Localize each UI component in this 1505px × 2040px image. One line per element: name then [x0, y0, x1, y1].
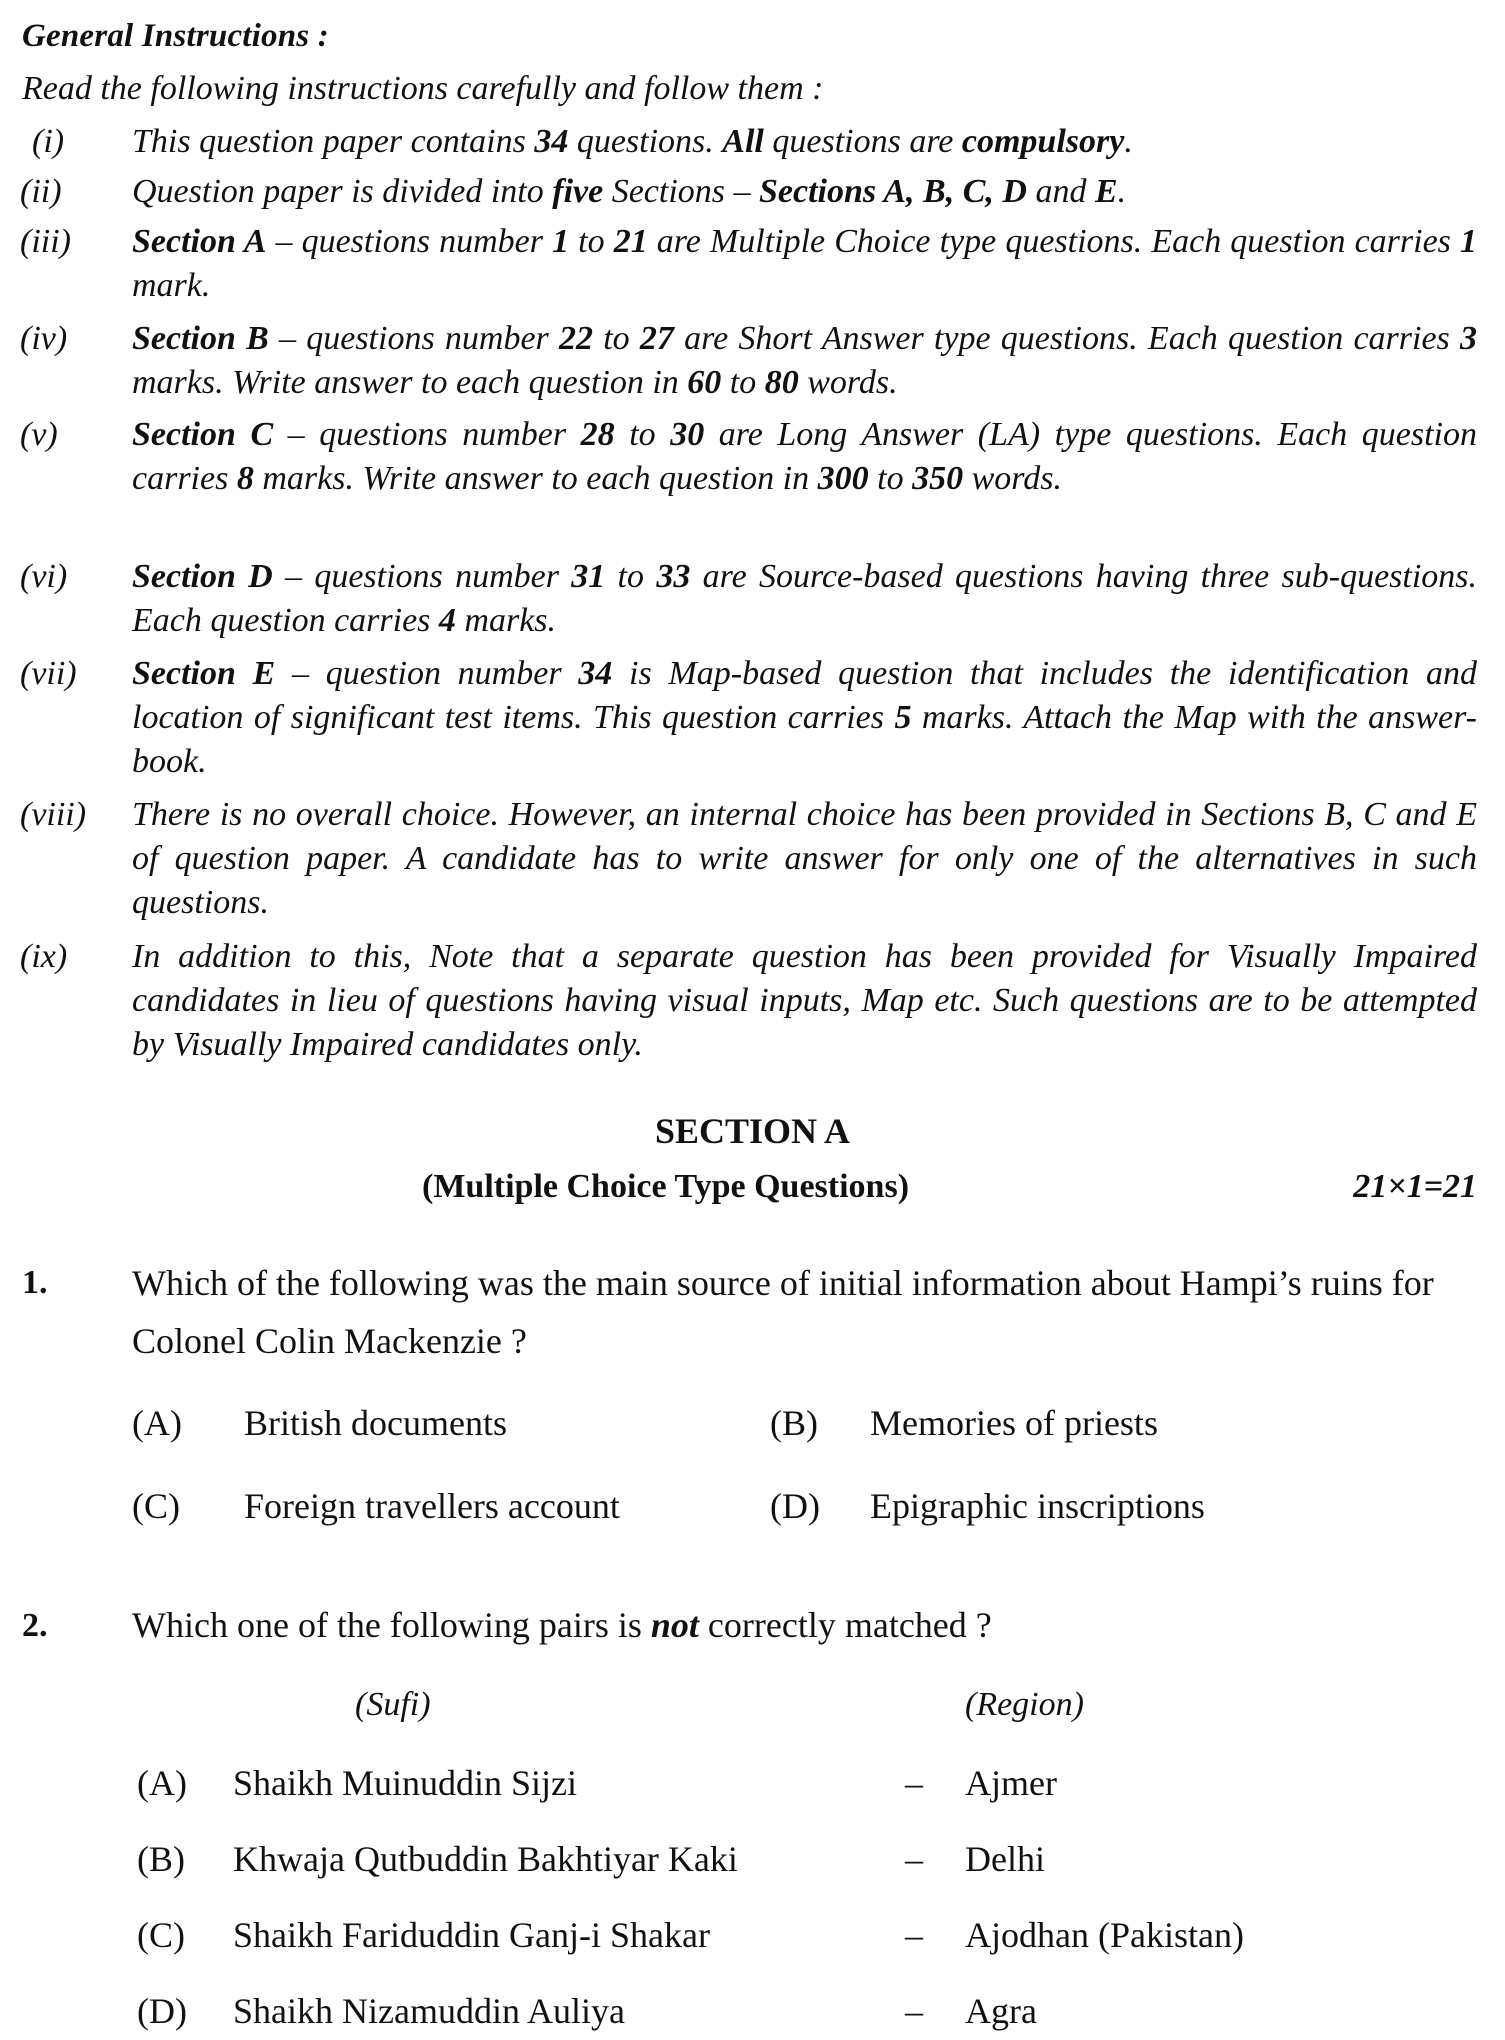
instruction-number: (ix): [20, 938, 68, 975]
emphasis-text: 22: [559, 320, 594, 357]
instruction-item-iii: [20, 220, 1477, 308]
emphasis-text: 28: [580, 416, 615, 453]
emphasis-text: Section E: [132, 655, 276, 692]
emphasis-text: 4: [438, 602, 456, 639]
pair-sufi: Shaikh Nizamuddin Auliya: [233, 1991, 625, 2031]
instruction-text: Section E – question number 34 is Map-based question that includes the identification and location of significant test items. This question carries 5 marks. Attach the Map with the answer-book.: [132, 655, 1477, 780]
emphasis-text: Sections A, B, C, D: [759, 173, 1027, 210]
emphasis-text: E: [1094, 173, 1118, 210]
match-row-c: [137, 1914, 1387, 1964]
emphasis-text: compulsory: [961, 123, 1125, 160]
instruction-number: (vii): [20, 655, 77, 692]
question-2-emphasis: not: [650, 1605, 699, 1645]
column-header-sufi: (Sufi): [355, 1686, 431, 1723]
option-label: (A): [132, 1403, 182, 1443]
instruction-text: Section D – questions number 31 to 33 are Source-based questions having three sub-questions. Each question carries 4 marks.: [132, 558, 1478, 639]
option-text: Epigraphic inscriptions: [870, 1486, 1205, 1526]
section-a-marks: 21×1=21: [1353, 1168, 1477, 1205]
question-1-text: Which of the following was the main source of initial information about Hampi’s ruins for Colonel Colin Mackenzie ?: [132, 1263, 1434, 1361]
question-1-option-c: [132, 1485, 620, 1527]
emphasis-text: Section D: [132, 558, 273, 595]
instruction-item-vi: [20, 555, 1477, 643]
emphasis-text: 1: [1460, 223, 1478, 260]
pair-label: (D): [137, 1991, 187, 2031]
instruction-text: Section C – questions number 28 to 30 are Long Answer (LA) type questions. Each question carries 8 marks. Write answer to each question in 300 to 350 words.: [132, 416, 1477, 497]
question-1-number: 1.: [22, 1264, 48, 1301]
instruction-item-v: [20, 413, 1477, 501]
section-a-subheading: (Multiple Choice Type Questions): [422, 1168, 910, 1205]
instruction-number: (viii): [20, 796, 87, 833]
instruction-item-viii: [20, 793, 1477, 925]
instruction-item-ix: [20, 935, 1477, 1067]
option-label: (C): [132, 1486, 180, 1526]
general-instructions-title: General Instructions :: [22, 18, 329, 54]
question-2-text-after: correctly matched ?: [698, 1605, 992, 1645]
emphasis-text: 34: [534, 123, 569, 160]
instruction-number: (iii): [20, 223, 71, 260]
option-label: (B): [770, 1403, 818, 1443]
emphasis-text: 30: [670, 416, 705, 453]
instruction-item-iv: [20, 317, 1477, 405]
emphasis-text: Section A: [132, 223, 267, 260]
emphasis-text: 5: [894, 699, 912, 736]
option-text: Memories of priests: [870, 1403, 1158, 1443]
question-1-option-a: [132, 1402, 507, 1444]
emphasis-text: 34: [578, 655, 613, 692]
emphasis-text: 80: [764, 364, 799, 401]
pair-label: (B): [137, 1839, 185, 1879]
instruction-text: In addition to this, Note that a separate question has been provided for Visually Impaired candidates in lieu of questions having visual inputs, Map etc. Such questions are to be attempted by Visually Impaired candidates only.: [132, 938, 1477, 1063]
pair-dash: –: [905, 1839, 923, 1879]
column-header-region: (Region): [965, 1686, 1084, 1723]
emphasis-text: 60: [687, 364, 722, 401]
section-a-heading: SECTION A: [654, 1111, 851, 1151]
emphasis-text: 33: [656, 558, 691, 595]
question-1-option-d: [770, 1485, 1205, 1527]
instruction-number: (vi): [20, 558, 68, 595]
instruction-item-ii: [20, 170, 1477, 214]
general-instructions-intro: Read the following instructions carefully and follow them :: [22, 70, 824, 107]
emphasis-text: All: [722, 123, 764, 160]
emphasis-text: 3: [1460, 320, 1477, 357]
instruction-item-i: [20, 120, 1477, 164]
emphasis-text: 27: [639, 320, 674, 357]
emphasis-text: 350: [912, 460, 964, 497]
pair-dash: –: [905, 1991, 923, 2031]
emphasis-text: 8: [236, 460, 254, 497]
pair-label: (A): [137, 1763, 187, 1803]
question-2-number: 2.: [22, 1607, 48, 1644]
match-row-d: [137, 1990, 1387, 2040]
pair-region: Delhi: [965, 1839, 1045, 1879]
pair-label: (C): [137, 1915, 185, 1955]
option-text: British documents: [244, 1403, 507, 1443]
instruction-number: (ii): [20, 173, 62, 210]
emphasis-text: Section B: [132, 320, 269, 357]
instruction-number: (iv): [20, 320, 68, 357]
pair-sufi: Shaikh Muinuddin Sijzi: [233, 1763, 578, 1803]
match-row-a: [137, 1762, 1387, 1812]
question-2-text-before: Which one of the following pairs is: [132, 1605, 651, 1645]
emphasis-text: Section C: [132, 416, 274, 453]
instruction-text: Section A – questions number 1 to 21 are Multiple Choice type questions. Each question carries 1 mark.: [132, 223, 1478, 304]
pair-dash: –: [905, 1763, 923, 1803]
instruction-text: This question paper contains 34 questions. All questions are compulsory.: [132, 123, 1133, 160]
pair-region: Ajodhan (Pakistan): [965, 1915, 1244, 1955]
option-text: Foreign travellers account: [244, 1486, 620, 1526]
instruction-text: Section B – questions number 22 to 27 are Short Answer type questions. Each question carries 3 marks. Write answer to each question in 60 to 80 words.: [132, 320, 1477, 401]
question-1-option-b: [770, 1402, 1158, 1444]
emphasis-text: 300: [817, 460, 869, 497]
pair-dash: –: [905, 1915, 923, 1955]
instruction-text: There is no overall choice. However, an internal choice has been provided in Sections B, C and E of question paper. A candidate has to write answer for only one of the alternatives in such questions.: [132, 796, 1477, 921]
pair-region: Agra: [965, 1991, 1037, 2031]
pair-region: Ajmer: [965, 1763, 1057, 1803]
question-2-text: [132, 1596, 1477, 1654]
match-row-b: [137, 1838, 1387, 1888]
emphasis-text: 21: [613, 223, 648, 260]
emphasis-text: 31: [571, 558, 606, 595]
emphasis-text: five: [552, 173, 604, 210]
option-label: (D): [770, 1486, 820, 1526]
instruction-number: (v): [20, 416, 58, 453]
emphasis-text: 1: [552, 223, 570, 260]
instruction-text: Question paper is divided into five Sections – Sections A, B, C, D and E.: [132, 173, 1127, 210]
pair-sufi: Khwaja Qutbuddin Bakhtiyar Kaki: [233, 1839, 738, 1879]
pair-sufi: Shaikh Fariduddin Ganj-i Shakar: [233, 1915, 710, 1955]
instruction-number: (i): [32, 123, 65, 160]
instruction-item-vii: [20, 652, 1477, 784]
